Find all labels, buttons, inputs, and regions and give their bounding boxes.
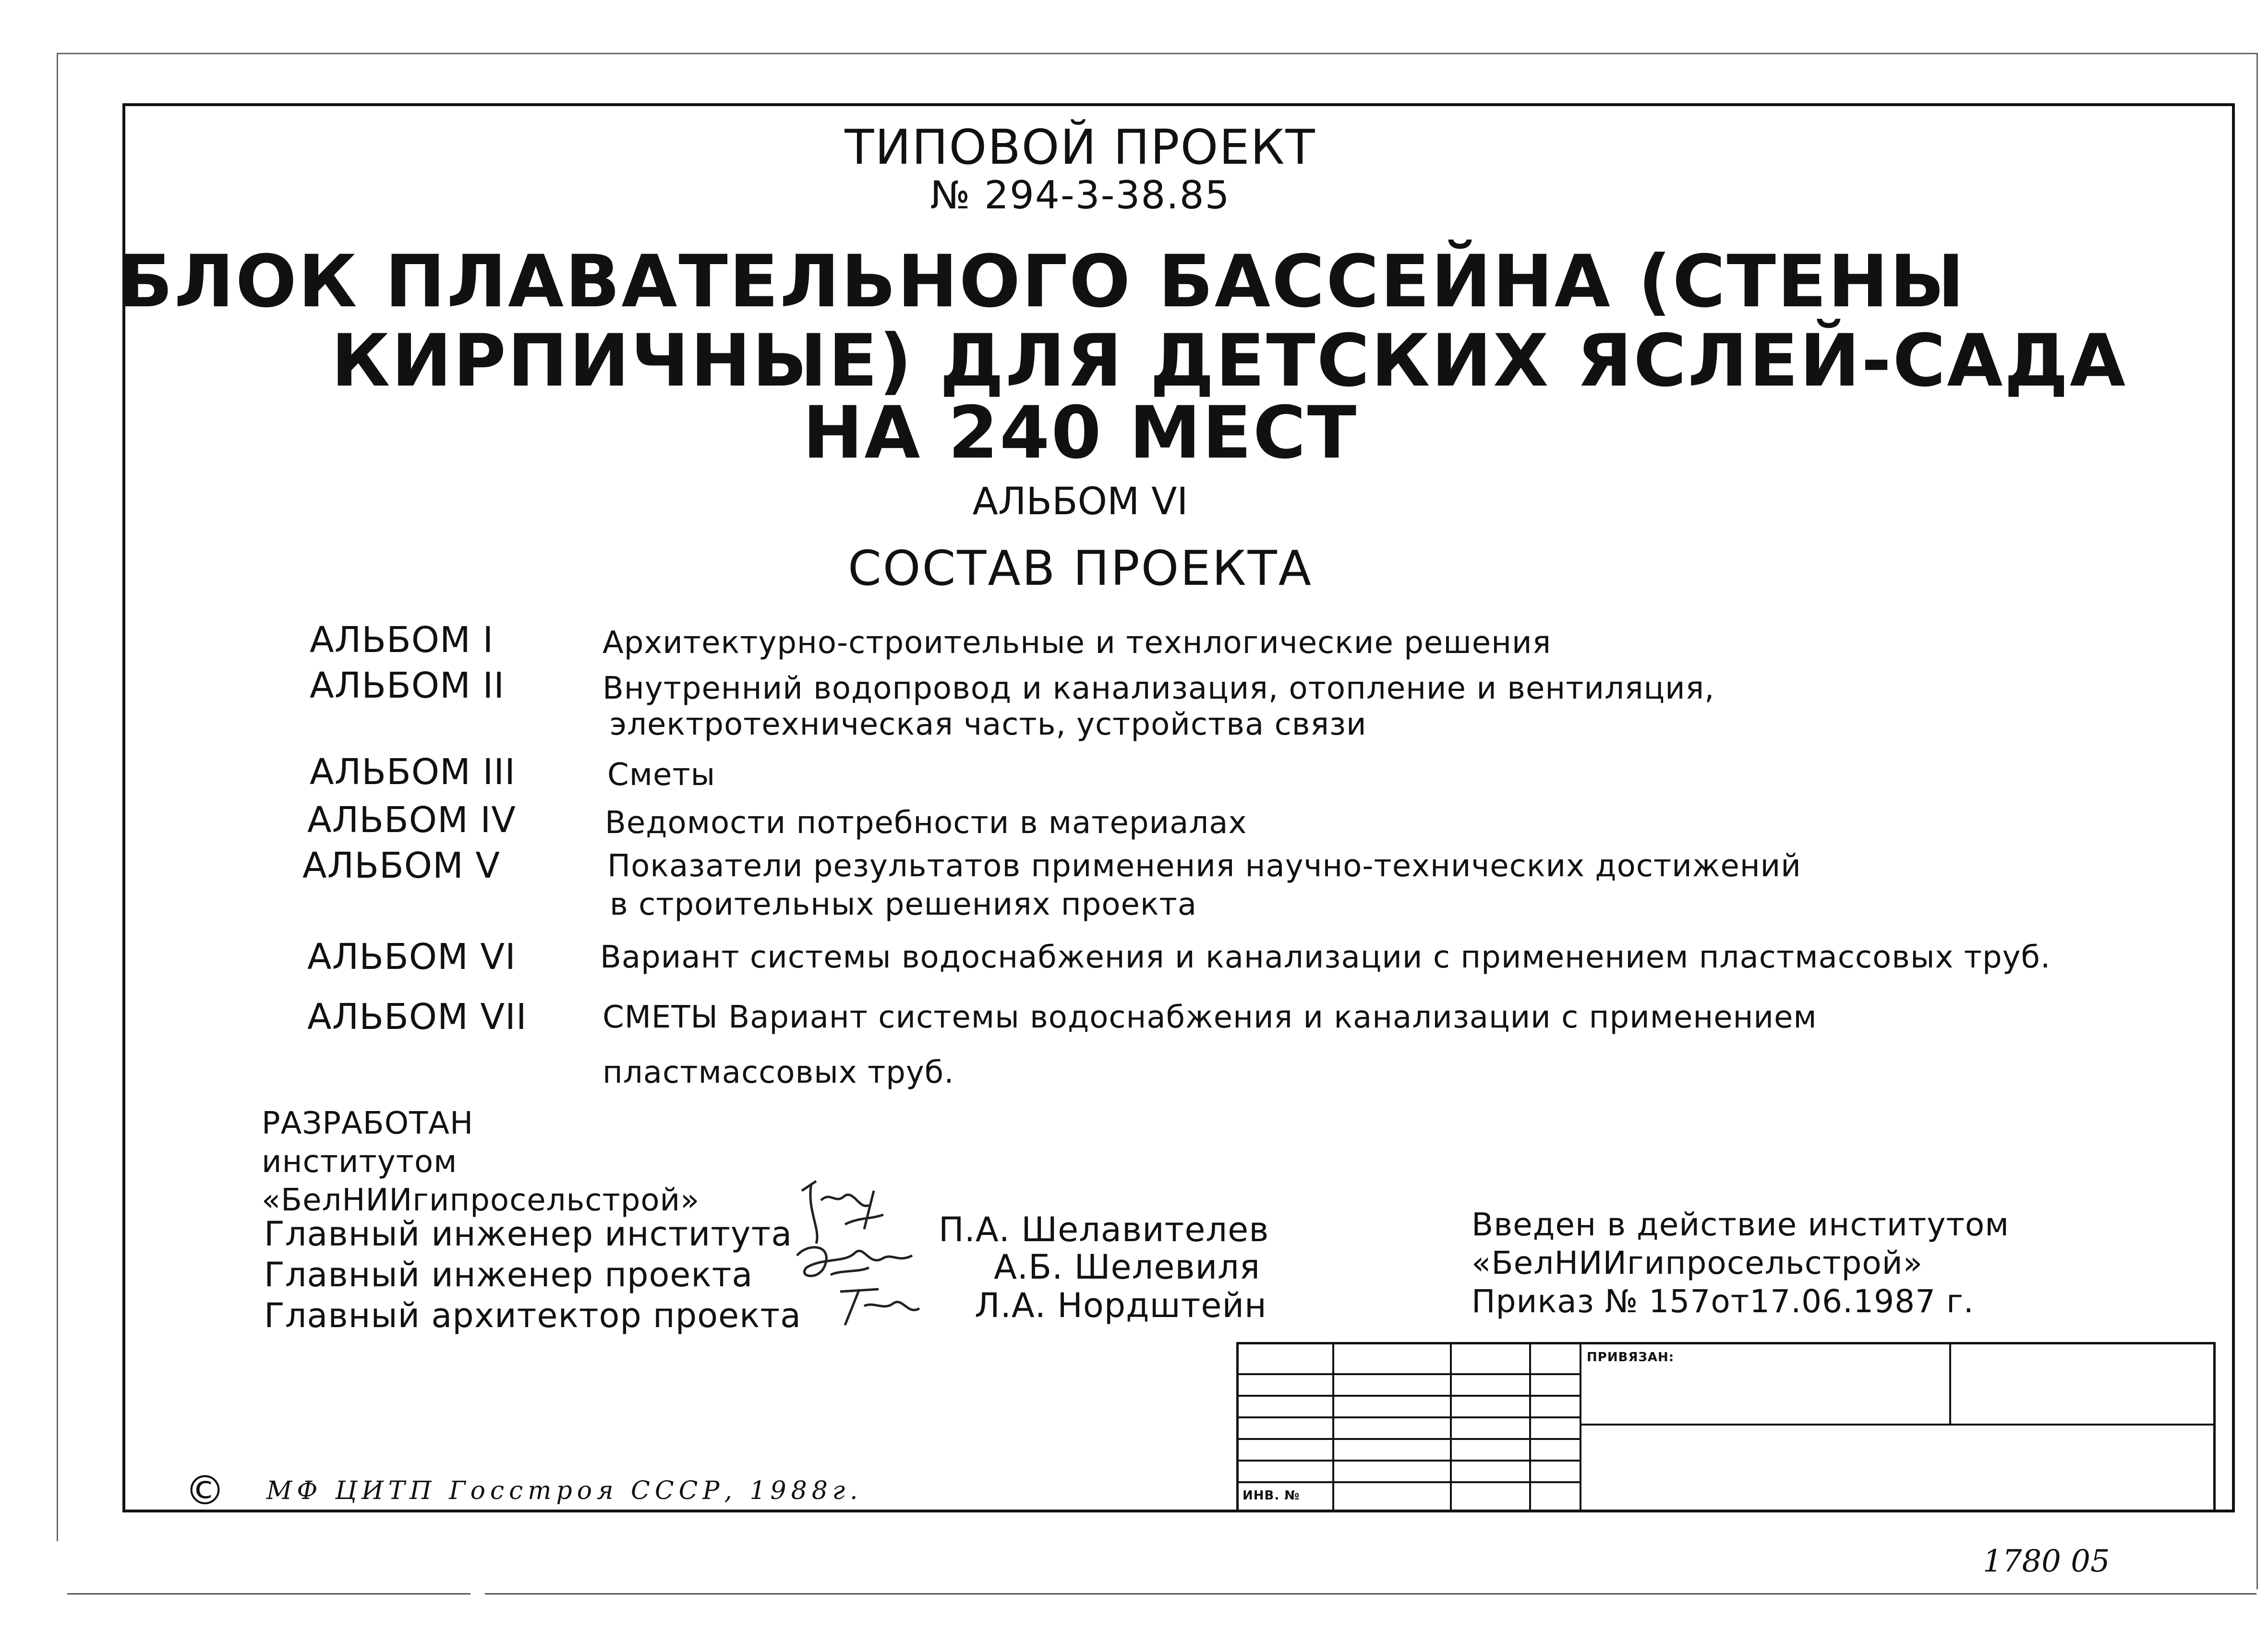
title-line-2: КИРПИЧНЫЕ) ДЛЯ ДЕТСКИХ ЯСЛЕЙ-САДА: [331, 319, 2127, 403]
album-label: АЛЬБОМ IV: [307, 799, 516, 841]
album-description: Вариант системы водоснабжения и канализации с применением пластмассовых труб.: [600, 940, 2051, 975]
album-label: АЛЬБОМ II: [310, 665, 505, 706]
stamp-row-2: [1236, 1395, 1580, 1397]
project-number: № 294-3-38.85: [930, 173, 1231, 218]
sheet-number: 1780 05: [1983, 1544, 2110, 1579]
title-line-1: БЛОК ПЛАВАТЕЛЬНОГО БАССЕЙНА (СТЕНЫ: [118, 240, 1966, 324]
developer-institute: «БелНИИгипросельстрой»: [262, 1183, 700, 1218]
stamp-row-3: [1236, 1416, 1580, 1418]
signatory-name: П.А. Шелавителев: [939, 1210, 1269, 1249]
stamp-row-6: [1236, 1481, 1580, 1483]
stamp-bound-label: ПРИВЯЗАН:: [1587, 1350, 1675, 1365]
stamp-col-2: [1450, 1342, 1452, 1512]
outer-frame-right: [2232, 103, 2235, 1512]
album-label: АЛЬБОМ III: [310, 751, 516, 793]
album-description: Архитектурно-строительные и технлогические решения: [603, 625, 1552, 661]
developer-line: РАЗРАБОТАН: [262, 1106, 474, 1141]
stamp-row-4: [1236, 1438, 1580, 1440]
trim-line-bottom-left: [67, 1593, 470, 1595]
signatory-role: Главный инженер проекта: [264, 1255, 753, 1294]
stamp-row-5: [1236, 1460, 1580, 1462]
trim-line-top: [58, 53, 2256, 54]
stamp-inv-label: ИНВ. №: [1243, 1488, 1300, 1503]
copyright-symbol: ©: [185, 1467, 225, 1514]
signatory-role: Главный инженер института: [264, 1214, 793, 1254]
stamp-col-3: [1529, 1342, 1531, 1512]
album-description: СМЕТЫ Вариант системы водоснабжения и канализации с применением: [603, 1000, 1817, 1035]
trim-line-right: [2256, 53, 2258, 1589]
signatory-name: Л.А. Нордштейн: [975, 1286, 1267, 1325]
title-line-3: НА 240 МЕСТ: [802, 391, 1358, 475]
album-description: Внутренний водопровод и канализация, отопление и вентиляция,: [603, 671, 1715, 706]
album-label: АЛЬБОМ VII: [307, 996, 527, 1038]
project-type-label: ТИПОВОЙ ПРОЕКТ: [844, 119, 1316, 175]
stamp-col-4: [1580, 1342, 1581, 1512]
developer-line: институтом: [262, 1144, 458, 1180]
album-description: Показатели результатов применения научно-технических достижений: [607, 848, 1801, 884]
album-label: АЛЬБОМ V: [302, 845, 501, 886]
album-number: АЛЬБОМ VI: [972, 480, 1188, 523]
stamp-row-right: [1580, 1424, 2216, 1426]
stamp-top: [1236, 1342, 2216, 1344]
signature-marks: [787, 1172, 989, 1335]
enacted-line: Введен в действие институтом: [1472, 1206, 2010, 1243]
trim-line-bottom-right: [485, 1593, 2256, 1595]
album-description: Ведомости потребности в материалах: [605, 805, 1247, 841]
stamp-col-5: [1949, 1342, 1951, 1424]
composition-heading: СОСТАВ ПРОЕКТА: [847, 540, 1313, 596]
album-description: электротехническая часть, устройства связи: [610, 707, 1367, 742]
stamp-left: [1236, 1342, 1239, 1512]
outer-frame-top: [122, 103, 2235, 106]
signatory-role: Главный архитектор проекта: [264, 1296, 802, 1335]
enacted-order: Приказ № 157от17.06.1987 г.: [1472, 1283, 1974, 1320]
outer-frame-bottom: [122, 1510, 2235, 1512]
album-label: АЛЬБОМ VI: [307, 936, 516, 978]
album-description: в строительных решениях проекта: [610, 887, 1197, 922]
stamp-row-1: [1236, 1373, 1580, 1375]
stamp-col-1: [1332, 1342, 1334, 1512]
copyright-text: МФ ЦИТП Госстроя СССР, 1988г.: [266, 1476, 863, 1505]
enacted-institute: «БелНИИгипросельстрой»: [1472, 1245, 1923, 1281]
album-label: АЛЬБОМ I: [310, 619, 494, 661]
album-description: пластмассовых труб.: [603, 1055, 954, 1090]
album-description: Сметы: [607, 757, 716, 793]
stamp-right: [2213, 1342, 2216, 1512]
signatory-name: А.Б. Шелевиля: [994, 1247, 1260, 1287]
